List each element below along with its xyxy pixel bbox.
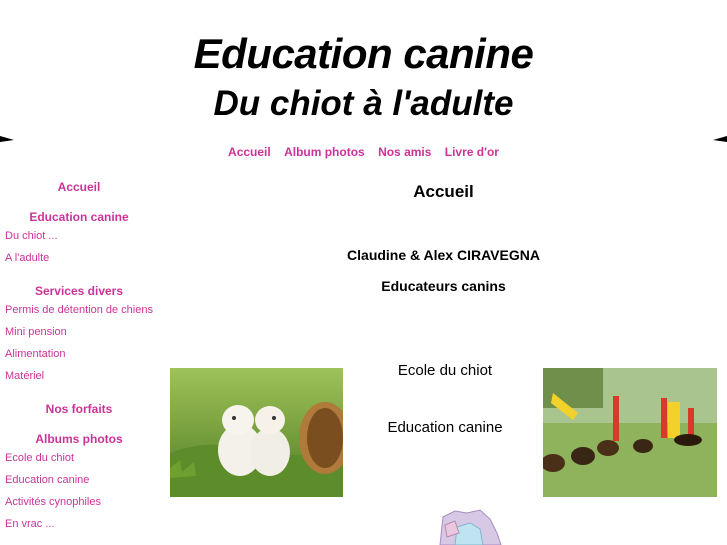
sidebar-item-du-chiot[interactable]: Du chiot ... — [5, 230, 58, 242]
site-title: Education canine — [193, 30, 534, 77]
site-header — [0, 0, 727, 140]
service-education-canine: Education canine — [387, 419, 503, 436]
sidebar-item-a-ladulte[interactable]: A l'adulte — [5, 252, 50, 264]
owner-names: Claudine & Alex CIRAVEGNA — [347, 247, 540, 263]
sidebar-item-materiel[interactable]: Matériel — [5, 370, 45, 382]
sidebar-heading-albums[interactable]: Albums photos — [35, 432, 123, 446]
page-title: Accueil — [413, 182, 474, 201]
header-corner-right-decoration — [713, 136, 727, 144]
site-subtitle: Du chiot à l'adulte — [213, 84, 514, 123]
header-corner-left-decoration — [0, 136, 14, 144]
sidebar-heading-forfaits[interactable]: Nos forfaits — [45, 402, 113, 416]
sidebar-heading-services[interactable]: Services divers — [34, 284, 124, 298]
sidebar-item-mini-pension[interactable]: Mini pension — [5, 326, 67, 338]
sidebar-item-permis[interactable]: Permis de détention de chiens — [5, 304, 153, 316]
puppies-photo — [170, 368, 343, 497]
sidebar-item-activites[interactable]: Activités cynophiles — [5, 496, 101, 508]
nav-nos-amis[interactable]: Nos amis — [378, 145, 432, 159]
sidebar-heading-education[interactable]: Education canine — [29, 210, 129, 224]
top-navigation — [0, 145, 727, 159]
nav-album-photos[interactable]: Album photos — [284, 145, 365, 159]
region-map-image — [425, 505, 515, 545]
dogs-training-photo — [543, 368, 717, 497]
sidebar-item-alimentation[interactable]: Alimentation — [5, 348, 66, 360]
sidebar-item-education-canine[interactable]: Education canine — [5, 474, 90, 486]
nav-accueil[interactable]: Accueil — [228, 145, 271, 159]
nav-livre-dor[interactable]: Livre d'or — [444, 145, 499, 159]
sidebar-item-ecole-du-chiot[interactable]: Ecole du chiot — [5, 452, 75, 464]
profession: Educateurs canins — [381, 278, 506, 294]
sidebar-item-en-vrac[interactable]: En vrac ... — [5, 518, 55, 530]
sidebar-item-accueil[interactable]: Accueil — [57, 180, 101, 194]
service-ecole-du-chiot: Ecole du chiot — [397, 362, 493, 379]
